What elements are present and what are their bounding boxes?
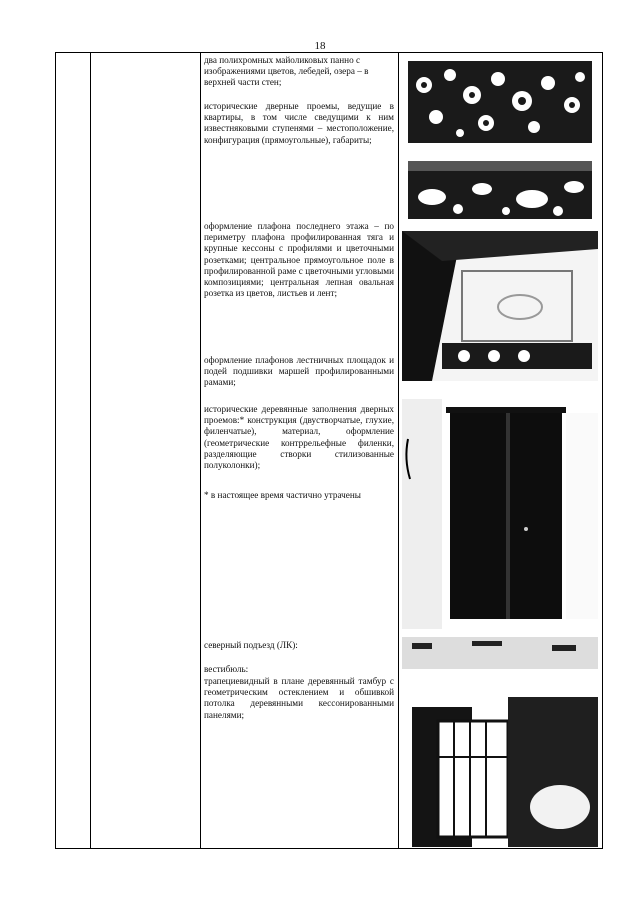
column-divider-2 <box>200 53 201 848</box>
text-top-floor-ceiling: оформление плафона последнего этажа – по периметру плафона профилированная тяга и крупные кессоны с профилями и цветочными розетками; центральное прямоугольное поле в профилированной раме с цветочными угловыми композициями; центральная лепная овальная розетка из цветов, листьев и лент; <box>204 221 394 299</box>
text-footnote: * в настоящее время частично утрачены <box>204 490 361 500</box>
description-column <box>202 53 396 848</box>
photo-ceiling <box>402 231 598 381</box>
photo-vestibule <box>402 637 598 847</box>
photo-majolica-panel <box>402 55 598 147</box>
text-vestibule-description: трапециевидный в плане деревянный тамбур с геометрическим остеклением и обшивкой потолка деревянными кессонированными панелями; <box>204 676 394 720</box>
text-vestibule: вестибюль: <box>204 664 249 674</box>
text-north-entrance: северный подъезд (ЛК): <box>204 640 298 650</box>
text-wooden-doors: исторические деревянные заполнения дверных проемов:* конструкция (двустворчатые, глухие, филенчатые), материал, оформление (геометрические контррельефные филенки, разделяющие створки стилизованные полуколонки); <box>204 404 394 471</box>
text-landing-ceilings: оформление плафонов лестничных площадок и подей подшивки маршей профилированными рамами; <box>204 355 394 388</box>
photo-wooden-doors <box>402 399 598 629</box>
monument-table <box>55 52 603 849</box>
text-majolica-panels: два полихромных майоликовых панно с изображениями цветов, лебедей, озера – в верхней части стен; <box>204 55 369 88</box>
text-historic-doorways: исторические дверные проемы, ведущие в квартиры, в том числе сведущими к ним известняковыми ступенями – местоположение, конфигурация (прямоугольные), габариты; <box>204 101 394 145</box>
page-number: 18 <box>314 40 326 52</box>
column-divider-3 <box>398 53 399 848</box>
photo-majolica-panel-2 <box>402 153 598 225</box>
column-divider-1 <box>90 53 91 848</box>
